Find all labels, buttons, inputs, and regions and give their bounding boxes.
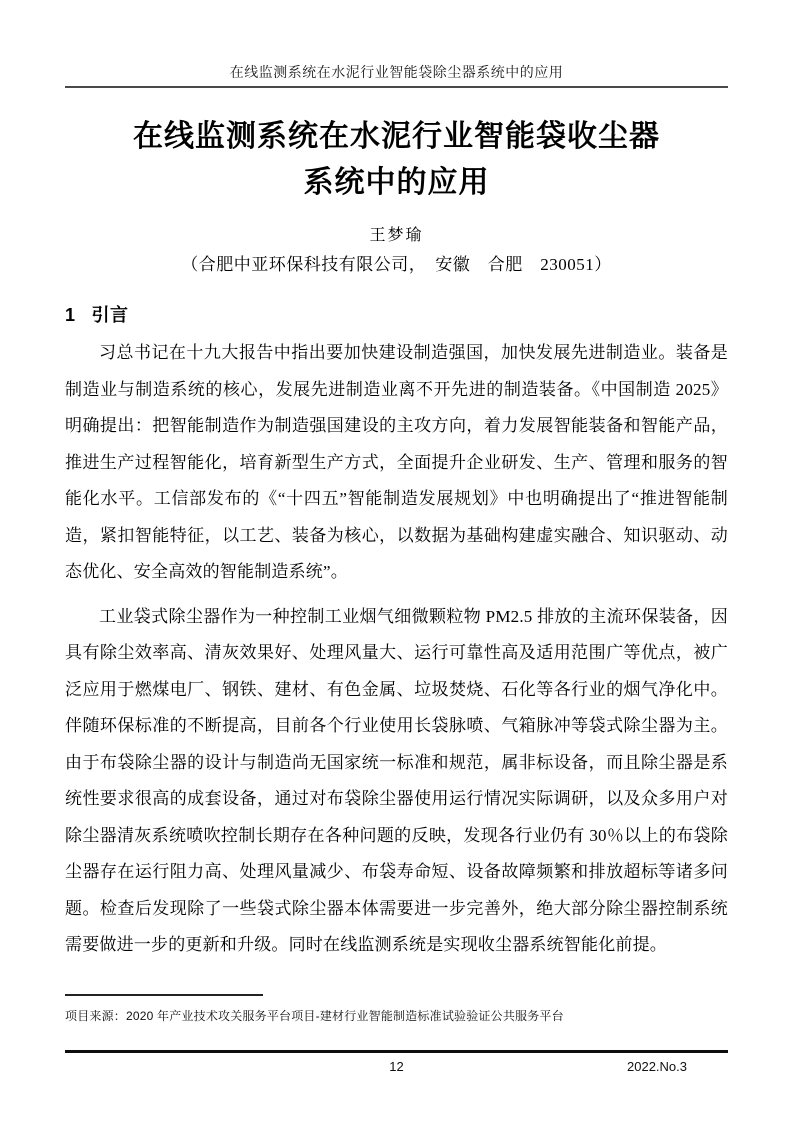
title-line-1: 在线监测系统在水泥行业智能袋收尘器 <box>133 120 660 153</box>
paragraph-2: 工业袋式除尘器作为一种控制工业烟气细微颗粒物 PM2.5 排放的主流环保装备，因具有除尘效率高、清灰效果好、处理风量大、运行可靠性高及适用范围广等优点，被广泛应用于燃煤电厂、钢铁、建材、有色金属、垃圾焚烧、石化等各行业的烟气净化中。伴随环保标准的不断提高，目前各个行业使用长袋脉喷、气箱脉冲等袋式除尘器为主。由于布袋除尘器的设计与制造尚无国家统一标准和规范，属非标设备，而且除尘器是系统性要求很高的成套设备，通过对布袋除尘器使用运行情况实际调研，以及众多用户对除尘器清灰系统喷吹控制长期存在各种问题的反映，发现各行业仍有 30％以上的布袋除尘器存在运行阻力高、处理风量减少、布袋寿命短、设备故障频繁和排放超标等诸多问题。检查后发现除了一些袋式除尘器本体需要进一步完善外，绝大部分除尘器控制系统需要做进一步的更新和升级。同时在线监测系统是实现收尘器系统智能化前提。 <box>65 606 728 954</box>
section-heading-introduction <box>65 301 728 327</box>
footnote-separator-rule <box>65 994 263 996</box>
page-footer <box>65 1050 728 1074</box>
section-title: 引言 <box>91 305 129 325</box>
page-title <box>65 114 728 206</box>
footer-issue-label: 2022.No.3 <box>627 1059 687 1074</box>
title-line-2: 系统中的应用 <box>303 166 490 199</box>
footer-page-number: 12 <box>389 1059 404 1074</box>
section-number: 1 <box>65 305 76 325</box>
body-text <box>65 335 728 964</box>
running-header <box>65 0 728 88</box>
running-header-text: 在线监测系统在水泥行业智能袋除尘器系统中的应用 <box>229 66 564 81</box>
footnote-block <box>65 994 728 1024</box>
author-affiliation: （合肥中亚环保科技有限公司， 安徽 合肥 230051） <box>181 255 612 274</box>
footnote-text: 项目来源：2020 年产业技术攻关服务平台项目-建材行业智能制造标准试验验证公共服务平台 <box>65 1009 564 1023</box>
author-name: 王梦瑜 <box>369 227 424 244</box>
paragraph-1: 习总书记在十九大报告中指出要加快建设制造强国，加快发展先进制造业。装备是制造业与制造系统的核心，发展先进制造业离不开先进的制造装备。《中国制造 2025》明确提出：把智能制造作为制造强国建设的主攻方向，着力发展智能装备和智能产品，推进生产过程智能化，培育新型生产方式，全面提升企业研发、生产、管理和服务的智能化水平。工信部发布的《“十四五”智能制造发展规划》中也明确提出了“推进智能制造，紧扣智能特征，以工艺、装备为核心，以数据为基础构建虚实融合、知识驱动、动态优化、安全高效的智能制造系统”。 <box>65 343 728 581</box>
